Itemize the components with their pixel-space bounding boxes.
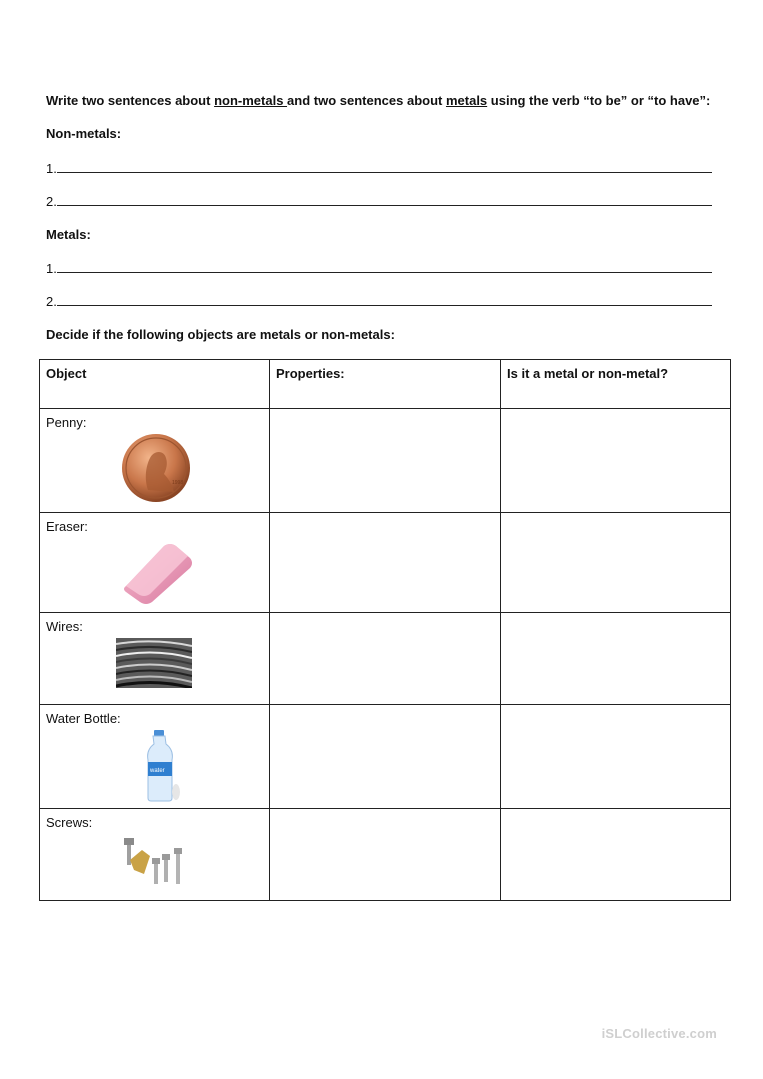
answer-rule[interactable]: [57, 193, 712, 206]
header-metal-or-nonmetal: Is it a metal or non-metal?: [501, 360, 731, 409]
classification-cell[interactable]: [501, 809, 731, 901]
decide-instruction: Decide if the following objects are metals or non-metals:: [46, 327, 395, 342]
object-name: Screws:: [46, 815, 93, 830]
answer-rule[interactable]: [57, 293, 712, 306]
metals-line-2[interactable]: [46, 293, 712, 309]
properties-cell[interactable]: [270, 705, 501, 809]
answer-rule[interactable]: [57, 260, 712, 273]
object-name: Water Bottle:: [46, 711, 121, 726]
nonmetals-underlined: non-metals: [214, 93, 288, 108]
classification-cell[interactable]: [501, 513, 731, 613]
water-bottle-icon: [140, 730, 180, 802]
screws-icon: [120, 834, 190, 894]
table-row: [40, 613, 731, 705]
properties-cell[interactable]: [270, 513, 501, 613]
penny-icon: [120, 434, 192, 506]
object-name: Penny:: [46, 415, 87, 430]
line-number: 2.: [46, 194, 57, 209]
instructions-text-1: Write two sentences about: [46, 93, 215, 108]
properties-cell[interactable]: [270, 613, 501, 705]
object-cell: [40, 705, 270, 809]
table-row: [40, 705, 731, 809]
classification-cell[interactable]: [501, 705, 731, 809]
metals-underlined: metals: [445, 93, 488, 108]
classification-cell[interactable]: [501, 613, 731, 705]
line-number: 1.: [46, 161, 57, 176]
answer-rule[interactable]: [57, 160, 712, 173]
nonmetals-heading: Non-metals:: [46, 126, 122, 141]
instructions: [46, 93, 710, 108]
properties-cell[interactable]: [270, 409, 501, 513]
properties-cell[interactable]: [270, 809, 501, 901]
object-name: Wires:: [46, 619, 83, 634]
metals-line-1[interactable]: [46, 260, 712, 276]
nonmetals-line-2[interactable]: [46, 193, 712, 209]
header-properties: Properties:: [270, 360, 501, 409]
table-header-row: [40, 360, 731, 409]
object-cell: [40, 809, 270, 901]
instructions-text-2: and two sentences about: [287, 93, 446, 108]
classification-cell[interactable]: [501, 409, 731, 513]
object-cell: [40, 613, 270, 705]
table-row: [40, 809, 731, 901]
object-name: Eraser:: [46, 519, 88, 534]
footer-watermark: iSLCollective.com: [601, 1026, 717, 1041]
metals-heading: Metals:: [46, 227, 91, 242]
line-number: 1.: [46, 261, 57, 276]
table-row: [40, 409, 731, 513]
wires-icon: [116, 638, 192, 688]
eraser-icon: [120, 538, 196, 606]
svg-text:1998: 1998: [172, 480, 184, 486]
object-cell: [40, 513, 270, 613]
table-row: [40, 513, 731, 613]
object-cell: [40, 409, 270, 513]
instructions-text-3: using the verb “to be” or “to have”:: [487, 93, 711, 108]
header-object: Object: [40, 360, 270, 409]
line-number: 2.: [46, 294, 57, 309]
nonmetals-line-1[interactable]: [46, 160, 712, 176]
objects-table: [39, 359, 731, 901]
svg-text:water: water: [150, 768, 165, 774]
